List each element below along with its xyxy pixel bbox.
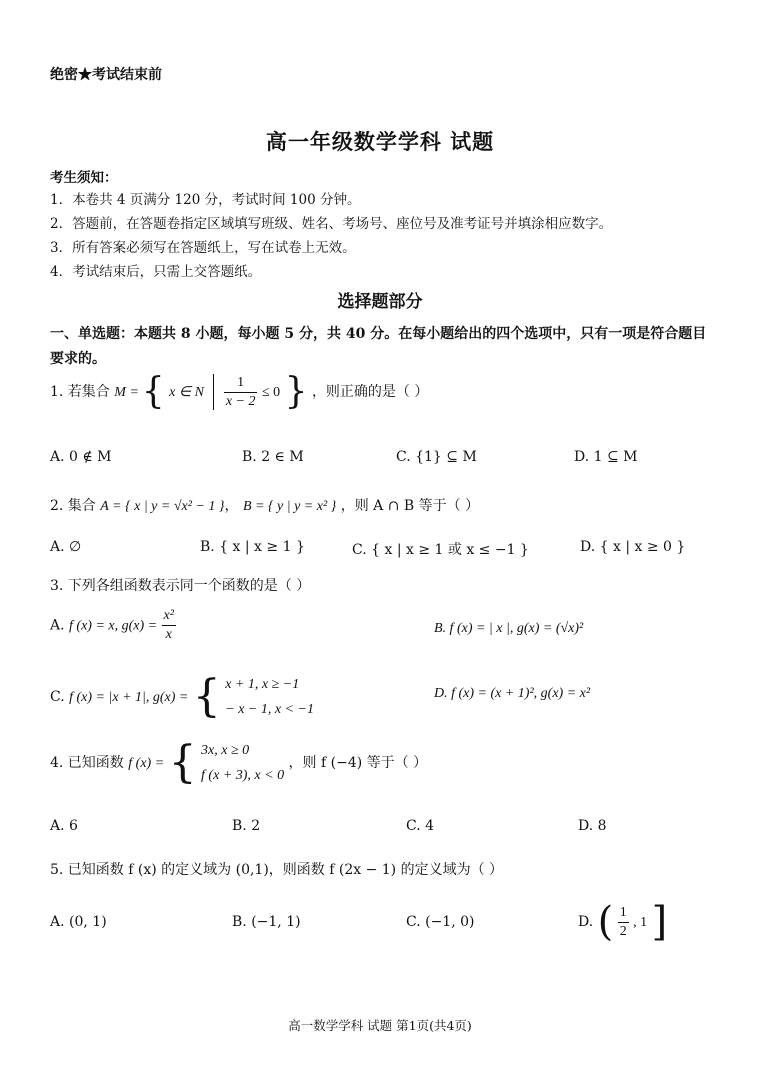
- option-1d: D. 1 ⊆ M: [574, 449, 638, 465]
- question-3-stem: 3. 下列各组函数表示同一个函数的是（ ）: [50, 578, 311, 594]
- option-1a: A. 0 ∉ M: [50, 449, 112, 465]
- fraction: $\frac{1}{2}$: [619, 904, 627, 939]
- question-4-stem: 4. 已知函数 f (x) = { 3x, x ≥ 0 f (x + 3), x < 0 ，则 f (−4) 等于（ ）: [50, 737, 428, 788]
- notice-item: 2．答题前，在答题卷指定区域填写班级、姓名、考场号、座位号及准考证号并填涂相应数字。: [50, 216, 613, 232]
- notice-item: 3．所有答案必须写在答题纸上，写在试卷上无效。: [50, 240, 356, 256]
- exam-title: 高一年级数学学科 试题: [265, 129, 495, 154]
- fraction: $\frac{\text{x²}}{x}$: [163, 608, 174, 642]
- option-2d: D. { x | x ≥ 0 }: [580, 539, 686, 555]
- confidential-label: 绝密★考试结束前: [50, 67, 162, 83]
- section-title: 选择题部分: [337, 292, 423, 312]
- option-1c: C. {1} ⊆ M: [396, 449, 477, 465]
- option-3a: A. f (x) = x, g(x) = $\frac{\text{x²}}{x}$: [50, 608, 174, 642]
- option-1b: B. 2 ∈ M: [242, 449, 304, 465]
- option-4c: C. 4: [406, 818, 435, 834]
- option-5b: B. (−1, 1): [232, 914, 301, 930]
- question-5-stem: 5. 已知函数 f (x) 的定义域为 (0,1)，则函数 f (2x − 1) 的定义域为（ ）: [50, 862, 504, 878]
- question-2-stem: 2. 集合 A = { x | y = √x² − 1 }， B = { y | y = x² } ，则 A ∩ B 等于（ ）: [50, 498, 480, 514]
- fraction: $\frac{1}{x - 2}$: [225, 374, 256, 409]
- option-3b: B. f (x) = | x |, g(x) = (√x)²: [434, 621, 584, 636]
- option-5a: A. (0, 1): [50, 914, 107, 930]
- option-4b: B. 2: [232, 818, 261, 834]
- question-1-stem: 1. 若集合 M = { x ∈ N $\frac{1}{x - 2}$ ≤ 0 } ，则正确的是（ ）: [50, 371, 429, 412]
- option-2a: A. ∅: [50, 539, 82, 555]
- notice-item: 1．本卷共 4 页满分 120 分，考试时间 100 分钟。: [50, 192, 361, 208]
- option-3c: C. f (x) = |x + 1|, g(x) = { x + 1, x ≥ −1 − x − 1, x < −1: [50, 671, 314, 722]
- option-5c: C. (−1, 0): [406, 914, 475, 930]
- notice-item: 4．考试结束后，只需上交答题纸。: [50, 264, 262, 280]
- notice-heading: 考生须知：: [50, 170, 118, 186]
- part-heading: 一、单选题：本题共 8 小题，每小题 5 分，共 40 分。在每小题给出的四个选项中，只有一项是符合题目要求的。: [50, 326, 707, 367]
- option-3d: D. f (x) = (x + 1)², g(x) = x²: [434, 686, 591, 701]
- option-5d: D. ( $\frac{1}{2}$ , 1 ]: [578, 899, 668, 945]
- piecewise-cases: 3x, x ≥ 0 f (x + 3), x < 0: [201, 743, 285, 783]
- page-footer: 高一数学学科 试题 第1页(共4页): [288, 1018, 472, 1033]
- option-2c: C. { x | x ≥ 1 或 x ≤ −1 }: [352, 542, 529, 558]
- piecewise-cases: x + 1, x ≥ −1 − x − 1, x < −1: [225, 677, 314, 717]
- option-4a: A. 6: [50, 818, 78, 834]
- option-4d: D. 8: [578, 818, 607, 834]
- option-2b: B. { x | x ≥ 1 }: [200, 539, 305, 555]
